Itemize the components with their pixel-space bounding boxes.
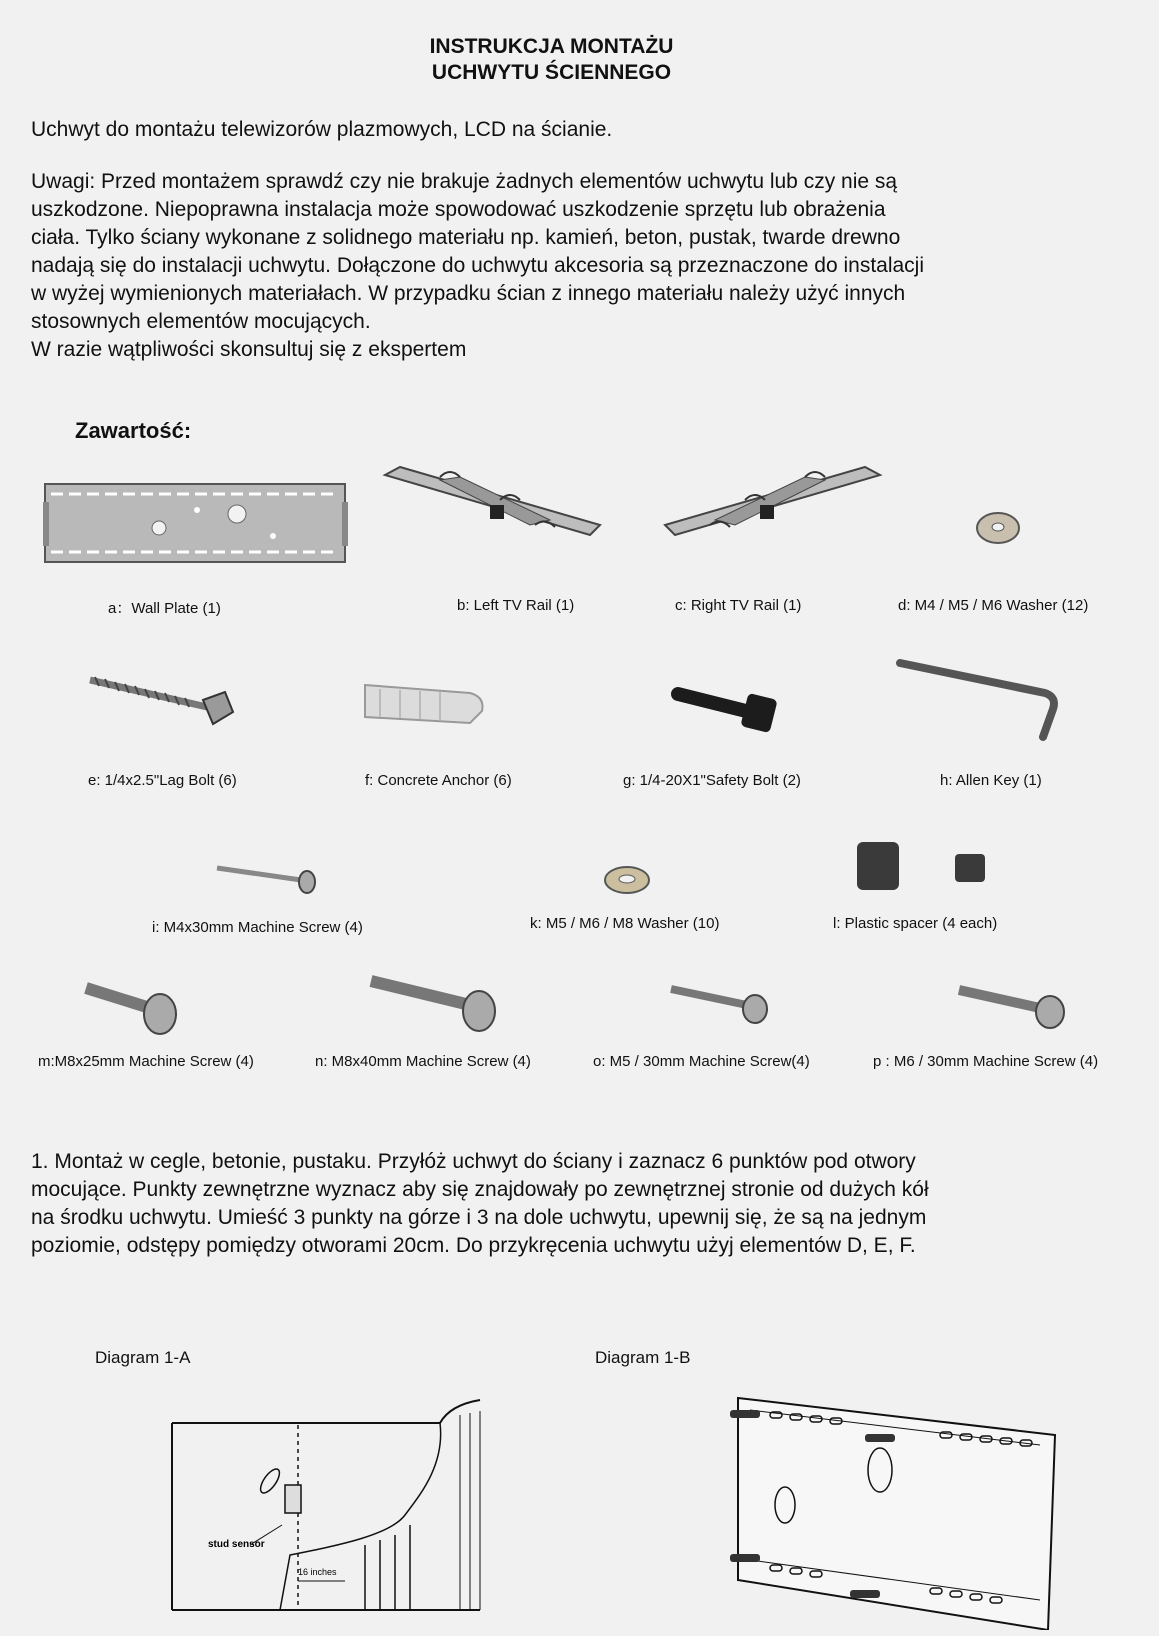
page-title-line-2: UCHWYTU ŚCIENNEGO	[431, 61, 672, 84]
notes-line: ciała. Tylko ściany wykonane z solidnego materiału np. kamień, beton, pustak, twarde drewno	[31, 226, 901, 249]
washer-k-image	[602, 863, 652, 897]
notes-line: uszkodzone. Niepoprawna instalacja może spowodować uszkodzenie sprzętu lub obrażenia	[31, 198, 886, 221]
part-label-a: a：Wall Plate (1)	[108, 600, 221, 617]
part-label-f: f: Concrete Anchor (6)	[365, 772, 512, 789]
part-label-b: b: Left TV Rail (1)	[457, 597, 575, 614]
sixteen-inches-label: 16 inches	[298, 1567, 337, 1577]
part-label-g: g: 1/4-20X1"Safety Bolt (2)	[623, 772, 801, 789]
diagram-1b-drawing	[730, 1390, 1070, 1630]
m4-screw-image	[213, 862, 321, 896]
concrete-anchor-image	[360, 675, 490, 730]
allen-key-image	[895, 655, 1065, 745]
stud-sensor-label: stud sensor	[208, 1539, 265, 1550]
m8x25-screw-image	[80, 980, 180, 1038]
part-label-m: m:M8x25mm Machine Screw (4)	[38, 1053, 254, 1070]
m6-screw-image	[955, 984, 1070, 1030]
wall-plate-image	[43, 480, 348, 566]
m5-screw-image	[667, 983, 775, 1025]
page-title-line-1: INSTRUKCJA MONTAŻU	[429, 35, 674, 58]
part-label-i: i: M4x30mm Machine Screw (4)	[152, 919, 363, 936]
step-1-instructions	[31, 1148, 1131, 1260]
part-label-p: p : M6 / 30mm Machine Screw (4)	[873, 1053, 1099, 1070]
product-subtitle: Uchwyt do montażu telewizorów plazmowych, LCD na ścianie.	[31, 118, 613, 141]
diagram-1b-label: Diagram 1-B	[595, 1348, 691, 1367]
contents-heading: Zawartość:	[75, 418, 192, 443]
part-label-c: c: Right TV Rail (1)	[675, 597, 802, 614]
left-tv-rail-image	[380, 465, 605, 560]
diagram-1a-label: Diagram 1-A	[95, 1348, 191, 1367]
notes-line: stosownych elementów mocujących.	[31, 310, 371, 333]
part-label-d: d: M4 / M5 / M6 Washer (12)	[898, 597, 1089, 614]
warning-notes	[31, 168, 1131, 364]
washer-d-image	[975, 510, 1021, 546]
part-label-o: o: M5 / 30mm Machine Screw(4)	[593, 1053, 810, 1070]
notes-line: w wyżej wymienionych materiałach. W przypadku ścian z innego materiału należy użyć innych	[31, 282, 906, 305]
safety-bolt-image	[670, 682, 785, 737]
part-label-e: e: 1/4x2.5"Lag Bolt (6)	[88, 772, 237, 789]
part-label-h: h: Allen Key (1)	[940, 772, 1042, 789]
step-1-line: mocujące. Punkty zewnętrzne wyznacz aby się znajdowały po zewnętrznej stronie od dużych kół	[31, 1178, 929, 1201]
part-label-n: n: M8x40mm Machine Screw (4)	[315, 1053, 531, 1070]
step-1-line: poziomie, odstępy pomiędzy otworami 20cm. Do przykręcenia uchwytu użyj elementów D, E, F.	[31, 1234, 916, 1257]
notes-line: Uwagi: Przed montażem sprawdź czy nie brakuje żadnych elementów uchwytu lub czy nie są	[31, 170, 898, 193]
part-label-k: k: M5 / M6 / M8 Washer (10)	[530, 915, 720, 932]
step-1-line: na środku uchwytu. Umieść 3 punkty na górze i 3 na dole uchwytu, upewnij się, że są na jednym	[31, 1206, 927, 1229]
plastic-spacer-image	[855, 838, 1005, 898]
m8x40-screw-image	[365, 973, 500, 1035]
part-label-l: l: Plastic spacer (4 each)	[833, 915, 998, 932]
right-tv-rail-image	[660, 465, 885, 560]
notes-line: nadają się do instalacji uchwytu. Dołączone do uchwytu akcesoria są przeznaczone do instalacji	[31, 254, 925, 277]
lag-bolt-image	[85, 672, 235, 734]
step-1-line: 1. Montaż w cegle, betonie, pustaku. Przyłóż uchwyt do ściany i zaznacz 6 punktów pod otwory	[31, 1150, 916, 1173]
notes-line: W razie wątpliwości skonsultuj się z ekspertem	[31, 338, 467, 361]
diagram-1a-drawing	[170, 1385, 490, 1625]
